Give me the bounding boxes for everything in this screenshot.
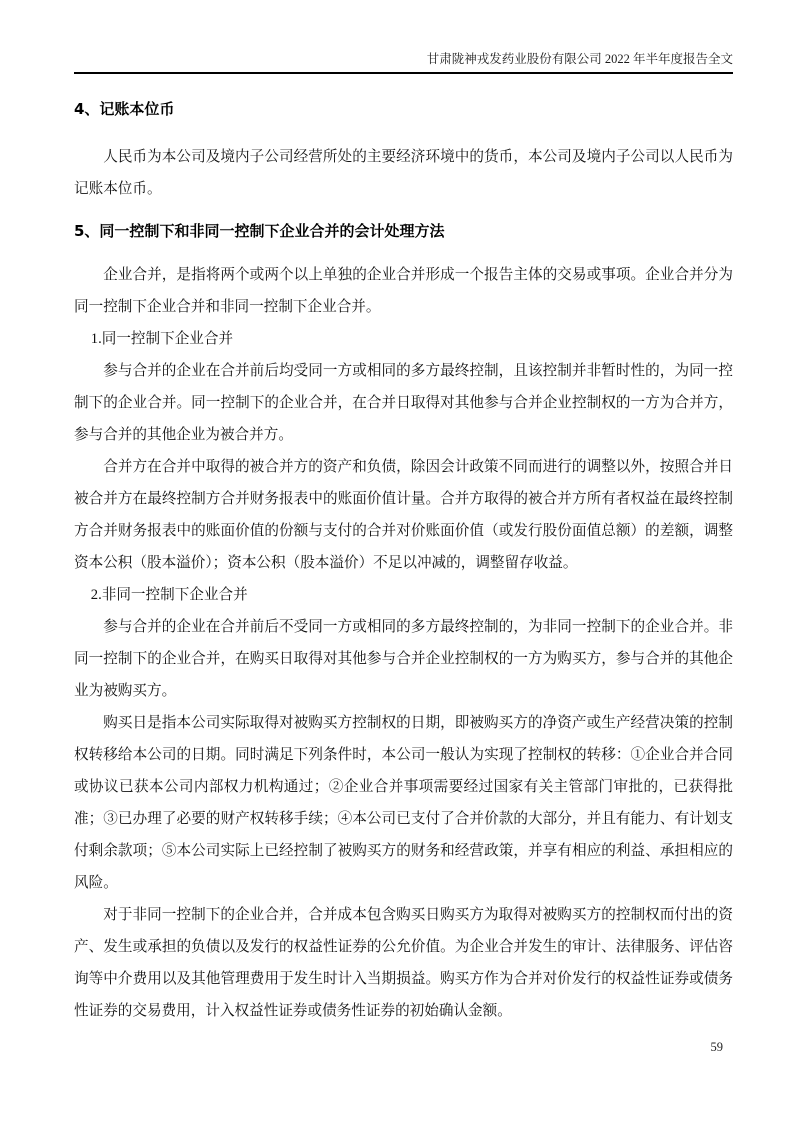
paragraph-non-same-control-definition: 参与合并的企业在合并前后不受同一方或相同的多方最终控制的，为非同一控制下的企业合并。非同一控制下的企业合并，在购买日取得对其他参与合并企业控制权的一方为购买方，参与合并的其他企业为被购买方。 [74,619,733,699]
paragraph-same-control-definition: 参与合并的企业在合并前后均受同一方或相同的多方最终控制，且该控制并非暂时性的，为同一控制下的企业合并。同一控制下的企业合并，在合并日取得对其他参与合并企业控制权的一方为合并方，参与合并的其他企业为被合并方。 [74,363,733,443]
page-number: 59 [710,1040,723,1054]
page-content [74,0,733,1027]
paragraph-same-control-measurement: 合并方在合并中取得的被合并方的资产和负债，除因会计政策不同而进行的调整以外，按照合并日被合并方在最终控制方合并财务报表中的账面价值计量。合并方取得的被合并方所有者权益在最终控制方合并财务报表中的账面价值的份额与支付的合并对价账面价值（或发行股份面值总额）的差额，调整资本公积（股本溢价）；资本公积（股本溢价）不足以冲减的，调整留存收益。 [74,459,733,571]
paragraph-functional-currency: 人民币为本公司及境内子公司经营所处的主要经济环境中的货币，本公司及境内子公司以人民币为记账本位币。 [74,149,733,197]
header-title: 甘肃陇神戎发药业股份有限公司 2022 年半年度报告全文 [426,52,733,66]
page-header [74,0,733,74]
subheading-non-same-control-merger: 2.非同一控制下企业合并 [90,587,248,603]
paragraph-merger-cost: 对于非同一控制下的企业合并，合并成本包含购买日购买方为取得对被购买方的控制权而付出的资产、发生或承担的负债以及发行的权益性证券的公允价值。为企业合并发生的审计、法律服务、评估咨询等中介费用以及其他管理费用于发生时计入当期损益。购买方作为合并对价发行的权益性证券或债务性证券的交易费用，计入权益性证券或债务性证券的初始确认金额。 [74,907,733,1019]
section-heading-business-combination: 5、同一控制下和非同一控制下企业合并的会计处理方法 [74,222,445,240]
paragraph-merger-definition: 企业合并，是指将两个或两个以上单独的企业合并形成一个报告主体的交易或事项。企业合并分为同一控制下企业合并和非同一控制下企业合并。 [74,267,733,315]
paragraph-purchase-date-conditions: 购买日是指本公司实际取得对被购买方控制权的日期，即被购买方的净资产或生产经营决策的控制权转移给本公司的日期。同时满足下列条件时，本公司一般认为实现了控制权的转移：①企业合并合同或协议已获本公司内部权力机构通过；②企业合并事项需要经过国家有关主管部门审批的，已获得批准；③已办理了必要的财产权转移手续；④本公司已支付了合并价款的大部分，并且有能力、有计划支付剩余款项；⑤本公司实际上已经控制了被购买方的财务和经营政策，并享有相应的利益、承担相应的风险。 [74,715,733,891]
section-heading-accounting-currency: 4、记账本位币 [74,100,175,118]
subheading-same-control-merger: 1.同一控制下企业合并 [90,331,234,347]
